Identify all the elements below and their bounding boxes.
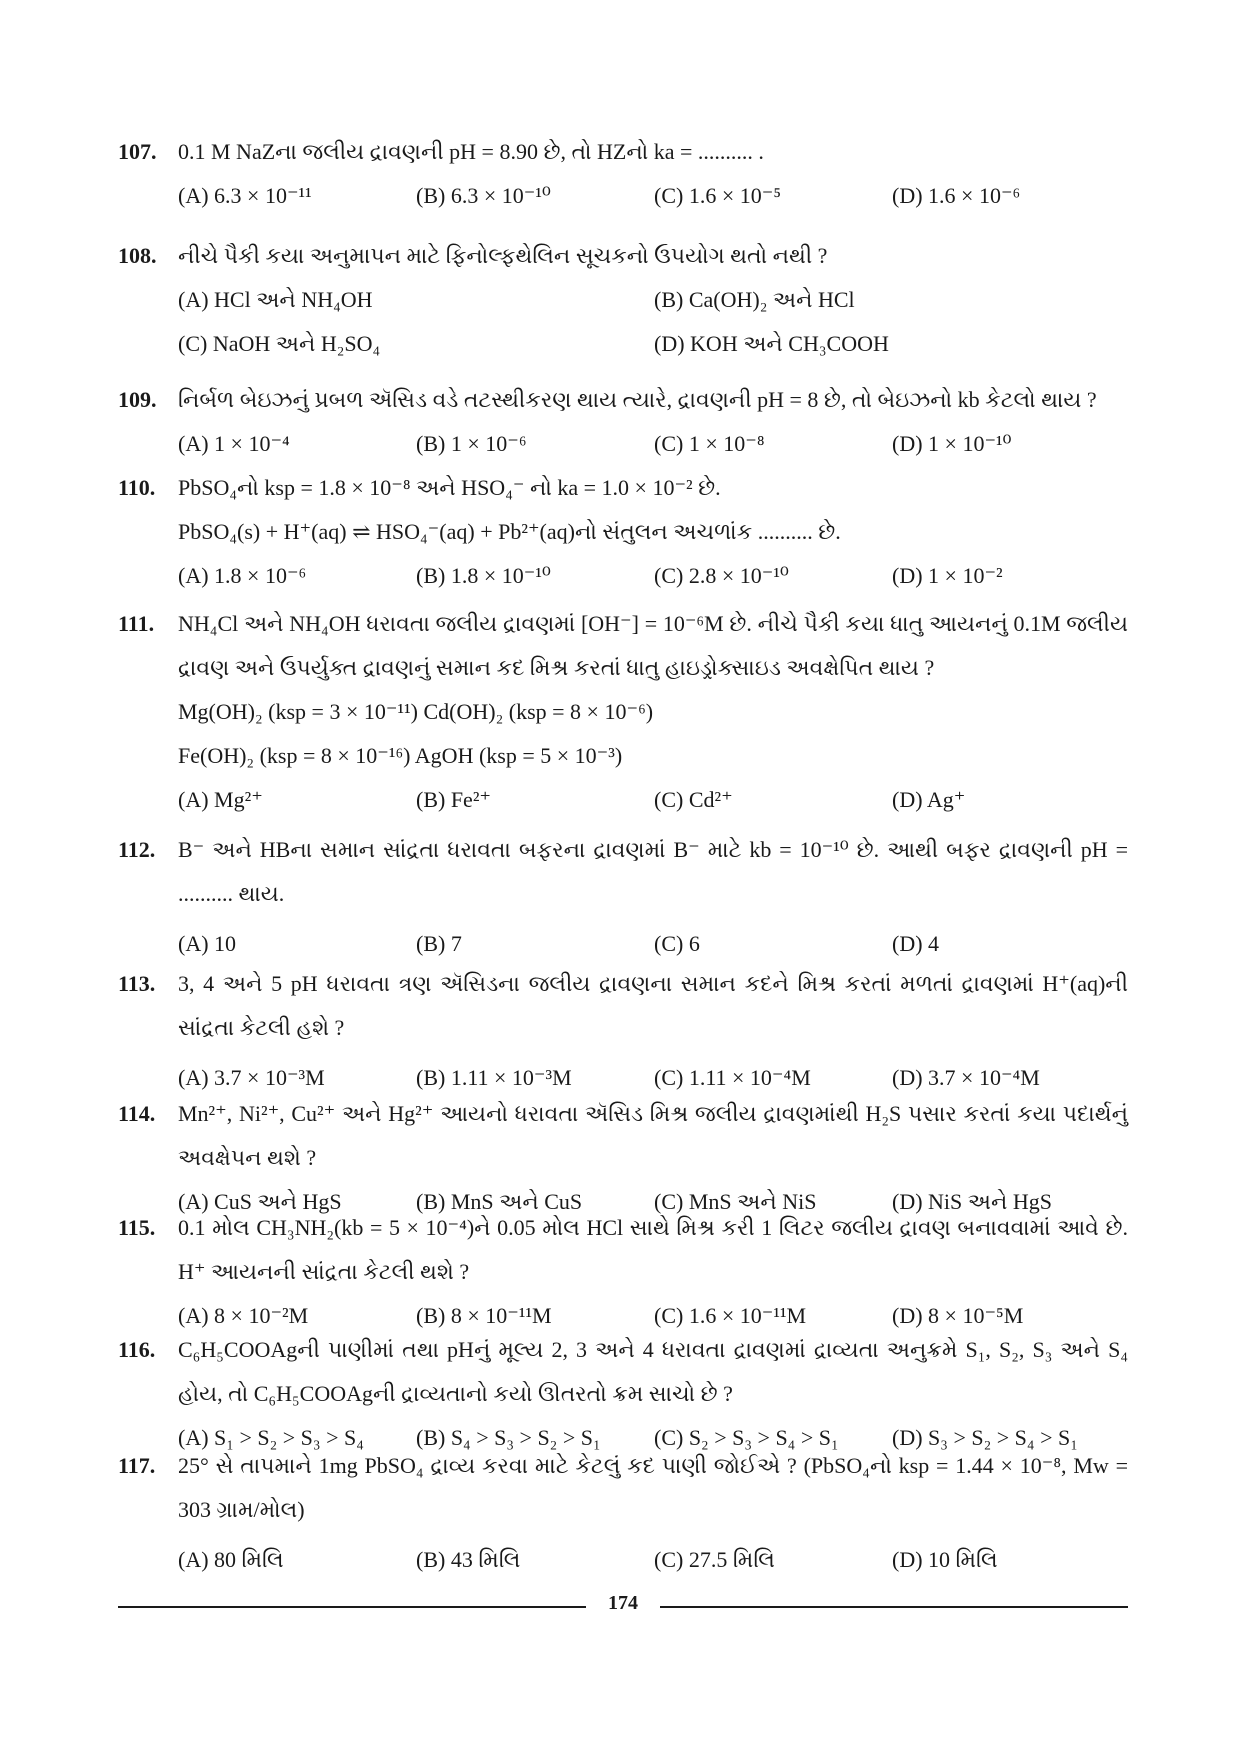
question-114 (118, 1092, 1128, 1224)
options-row (178, 422, 1128, 466)
options-row (178, 174, 1128, 218)
option-a: (A) 3.7 × 10⁻³M (178, 1065, 325, 1090)
option-a: (A) HCl અને NH₄OH (178, 287, 373, 312)
option-c: (C) 27.5 મિલિ (654, 1547, 775, 1572)
question-number: 113. (118, 971, 156, 996)
question-number: 116. (118, 1337, 156, 1362)
option-c: (C) Cd²⁺ (654, 787, 733, 812)
ksp-data-line: Mg(OH)₂ (ksp = 3 × 10⁻¹¹) Cd(OH)₂ (ksp = 8 × 10⁻⁶) (178, 699, 654, 724)
options-row (178, 778, 1128, 822)
question-111 (118, 602, 1128, 822)
question-number: 115. (118, 1215, 156, 1240)
option-a: (A) 6.3 × 10⁻¹¹ (178, 183, 312, 208)
question-text: 3, 4 અને 5 pH ધરાવતા ત્રણ ઍસિડના જલીય દ્રાવણના સમાન કદને મિશ્ર કરતાં મળતાં દ્રાવણમાં H⁺(aq)ની સાંદ્રતા કેટલી હશે ? (178, 971, 1128, 1040)
option-a: (A) S₁ > S₂ > S₃ > S₄ (178, 1425, 364, 1450)
question-number: 109. (118, 387, 157, 412)
question-108 (118, 234, 1128, 366)
option-b: (B) Ca(OH)₂ અને HCl (654, 287, 855, 312)
option-b: (B) 43 મિલિ (416, 1547, 521, 1572)
question-text: C₆H₅COOAgની પાણીમાં તથા pHનું મૂલ્ય 2, 3 અને 4 ધરાવતા દ્રાવણમાં દ્રાવ્યતા અનુક્રમે S₁, S₂, S₃ અને S₄ હોય, તો C₆H₅COOAgની દ્રાવ્યતાનો કયો ઊતરતો ક્રમ સાચો છે ? (178, 1337, 1128, 1406)
option-a: (A) 1.8 × 10⁻⁶ (178, 563, 307, 588)
option-c: (C) NaOH અને H₂SO₄ (178, 331, 381, 356)
option-d: (D) 8 × 10⁻⁵M (892, 1303, 1024, 1328)
question-text: નિર્બળ બેઇઝનું પ્રબળ ઍસિડ વડે તટસ્થીકરણ થાય ત્યારે, દ્રાવણની pH = 8 છે, તો બેઇઝનો kb કેટલો થાય ? (178, 387, 1097, 412)
option-b: (B) 8 × 10⁻¹¹M (416, 1303, 552, 1328)
option-d: (D) 1.6 × 10⁻⁶ (892, 183, 1021, 208)
question-116 (118, 1328, 1128, 1460)
option-c: (C) S₂ > S₃ > S₄ > S₁ (654, 1425, 839, 1450)
options-row (178, 278, 1128, 322)
question-text: B⁻ અને HBના સમાન સાંદ્રતા ધરાવતા બફરના દ્રાવણમાં B⁻ માટે kb = 10⁻¹⁰ છે. આથી બફર દ્રાવણની pH = .......... થાય. (178, 837, 1128, 906)
question-110 (118, 466, 1128, 598)
option-a: (A) 10 (178, 931, 237, 956)
question-117 (118, 1444, 1128, 1582)
options-row (178, 922, 1128, 966)
options-row (178, 322, 1128, 366)
question-number: 110. (118, 475, 156, 500)
option-d: (D) NiS અને HgS (892, 1189, 1052, 1214)
question-text: 0.1 મોલ CH₃NH₂(kb = 5 × 10⁻⁴)ને 0.05 મોલ HCl સાથે મિશ્ર કરી 1 લિટર જલીય દ્રાવણ બનાવવામાં આવે છે. H⁺ આયનની સાંદ્રતા કેટલી થશે ? (178, 1215, 1128, 1284)
question-number: 107. (118, 139, 157, 164)
option-a: (A) 8 × 10⁻²M (178, 1303, 309, 1328)
option-a: (A) 80 મિલિ (178, 1547, 284, 1572)
option-c: (C) 1.6 × 10⁻⁵ (654, 183, 782, 208)
footer-rule-right (660, 1606, 1128, 1608)
option-a: (A) Mg²⁺ (178, 787, 263, 812)
option-c: (C) MnS અને NiS (654, 1189, 817, 1214)
option-a: (A) 1 × 10⁻⁴ (178, 431, 290, 456)
question-number: 112. (118, 837, 156, 862)
question-text: Mn²⁺, Ni²⁺, Cu²⁺ અને Hg²⁺ આયનો ધરાવતા ઍસિડ મિશ્ર જલીય દ્રાવણમાંથી H₂S પસાર કરતાં કયા પદાર્થનું અવક્ષેપન થશે ? (178, 1101, 1128, 1170)
option-b: (B) Fe²⁺ (416, 787, 492, 812)
question-text: નીચે પૈકી કયા અનુમાપન માટે ફિનોલ્ફથેલિન સૂચકનો ઉપયોગ થતો નથી ? (178, 243, 828, 268)
option-b: (B) S₄ > S₃ > S₂ > S₁ (416, 1425, 601, 1450)
footer-rule-left (118, 1606, 586, 1608)
option-c: (C) 2.8 × 10⁻¹⁰ (654, 563, 789, 588)
question-text: NH₄Cl અને NH₄OH ધરાવતા જલીય દ્રાવણમાં [OH⁻] = 10⁻⁶M છે. નીચે પૈકી કયા ધાતુ આયનનું 0.1M જલીય દ્રાવણ અને ઉપર્યુક્ત દ્રાવણનું સમાન કદ મિશ્ર કરતાં ધાતુ હાઇડ્રોક્સાઇડ અવક્ષેપિત થાય ? (178, 611, 1128, 680)
page-number: 174 (608, 1592, 638, 1614)
option-d: (D) Ag⁺ (892, 787, 966, 812)
equilibrium-equation: PbSO₄(s) + H⁺(aq) ⇌ HSO₄⁻(aq) + Pb²⁺(aq)નો સંતુલન અચળાંક .......... છે. (178, 519, 841, 544)
question-number: 108. (118, 243, 157, 268)
page-footer (118, 1592, 1128, 1622)
option-c: (C) 6 (654, 931, 700, 956)
option-d: (D) 1 × 10⁻¹⁰ (892, 431, 1012, 456)
option-b: (B) 1.8 × 10⁻¹⁰ (416, 563, 551, 588)
option-c: (C) 1 × 10⁻⁸ (654, 431, 765, 456)
question-107 (118, 130, 1128, 218)
option-d: (D) 4 (892, 931, 940, 956)
option-d: (D) 1 × 10⁻² (892, 563, 1003, 588)
options-row (178, 1538, 1128, 1582)
option-d: (D) 10 મિલિ (892, 1547, 998, 1572)
option-c: (C) 1.11 × 10⁻⁴M (654, 1065, 811, 1090)
question-number: 111. (118, 611, 155, 636)
option-b: (B) 1.11 × 10⁻³M (416, 1065, 572, 1090)
option-a: (A) CuS અને HgS (178, 1189, 342, 1214)
option-b: (B) 6.3 × 10⁻¹⁰ (416, 183, 551, 208)
option-b: (B) 7 (416, 931, 462, 956)
question-text: 25° સે તાપમાને 1mg PbSO₄ દ્રાવ્ય કરવા માટે કેટલું કદ પાણી જોઈએ ? (PbSO₄નો ksp = 1.44 × 10⁻⁸, Mw = 303 ગ્રામ/મોલ) (178, 1453, 1128, 1522)
option-d: (D) 3.7 × 10⁻⁴M (892, 1065, 1040, 1090)
question-112 (118, 828, 1128, 966)
option-b: (B) MnS અને CuS (416, 1189, 583, 1214)
question-text: PbSO₄નો ksp = 1.8 × 10⁻⁸ અને HSO₄⁻ નો ka = 1.0 × 10⁻² છે. (178, 475, 721, 500)
question-113 (118, 962, 1128, 1100)
option-b: (B) 1 × 10⁻⁶ (416, 431, 527, 456)
option-d: (D) KOH અને CH₃COOH (654, 331, 889, 356)
question-115 (118, 1206, 1128, 1338)
question-number: 117. (118, 1453, 156, 1478)
option-c: (C) 1.6 × 10⁻¹¹M (654, 1303, 807, 1328)
ksp-data-line: Fe(OH)₂ (ksp = 8 × 10⁻¹⁶) AgOH (ksp = 5 × 10⁻³) (178, 743, 623, 768)
question-number: 114. (118, 1101, 156, 1126)
question-109 (118, 378, 1128, 466)
question-text: 0.1 M NaZના જલીય દ્રાવણની pH = 8.90 છે, તો HZનો ka = .......... . (178, 139, 764, 164)
options-row (178, 554, 1128, 598)
option-d: (D) S₃ > S₂ > S₄ > S₁ (892, 1425, 1078, 1450)
